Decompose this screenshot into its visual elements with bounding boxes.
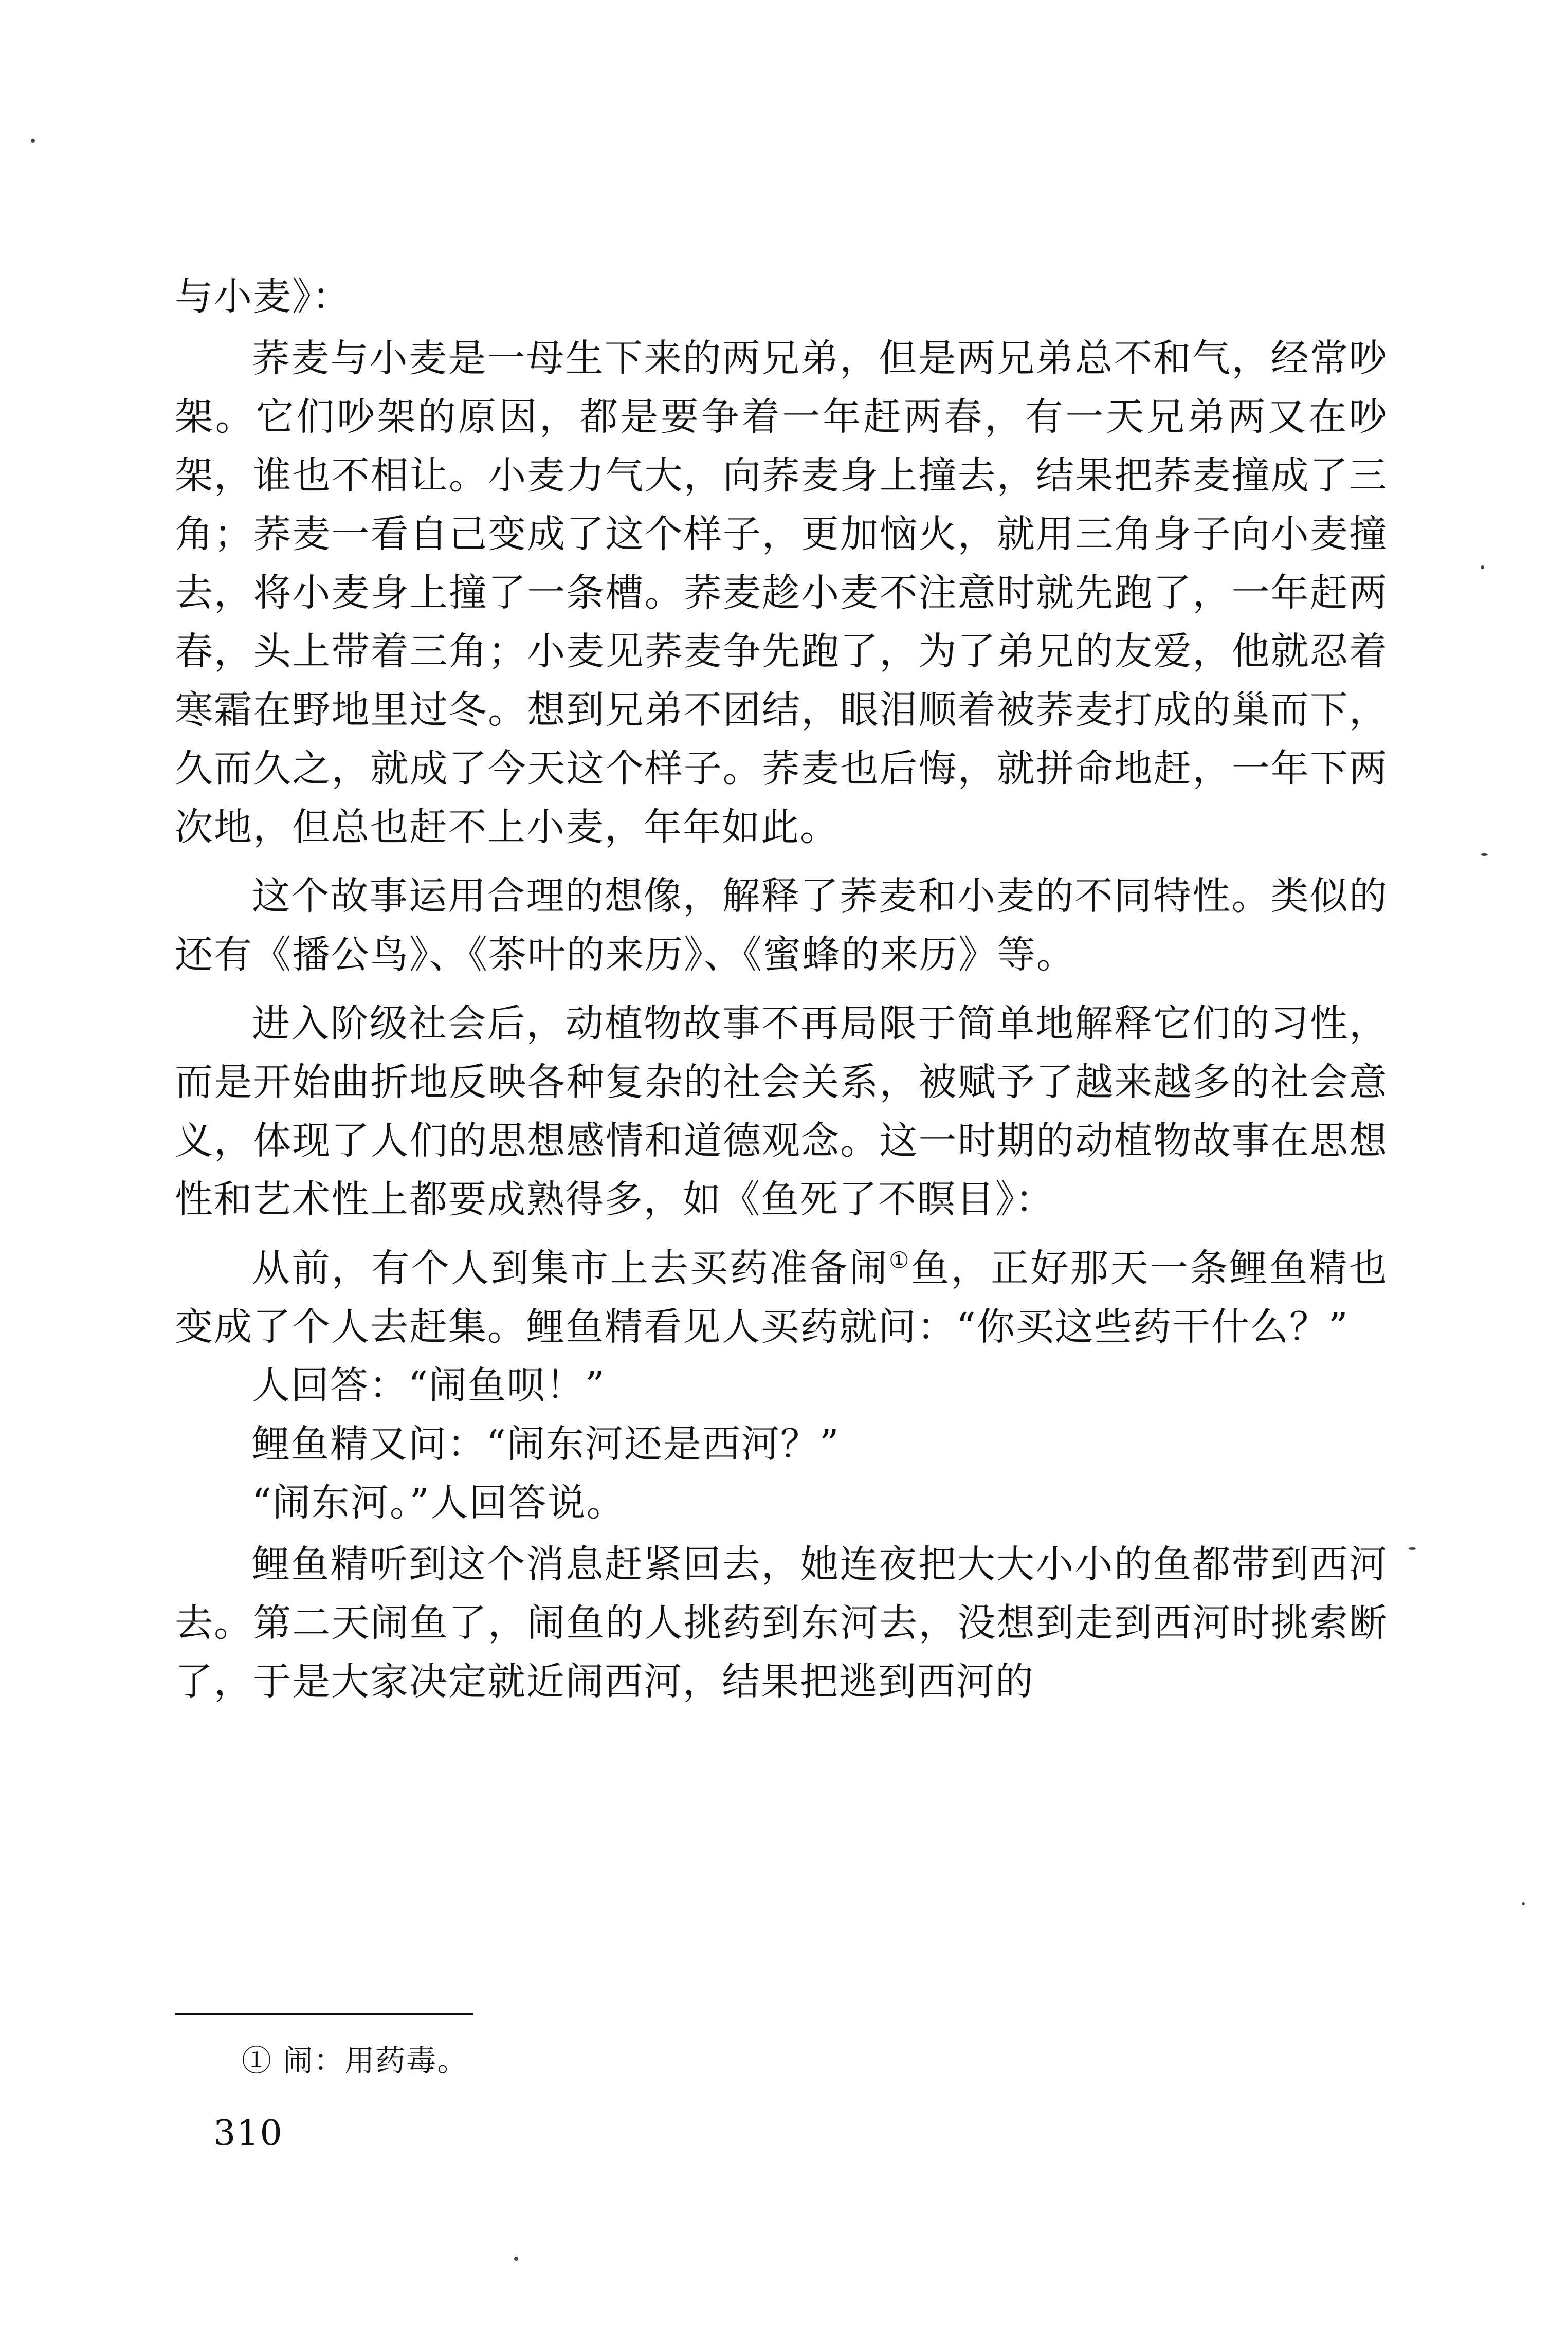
opening-line: 与小麦》： xyxy=(175,275,351,319)
scan-speck xyxy=(1481,565,1484,569)
commentary-paragraph-2: 进入阶级社会后，动植物故事不再局限于简单地解释它们的习性，而是开始曲折地反映各种复杂的社会关系，被赋予了越来越多的社会意义，体现了人们的思想感情和道德观念。这一时期的动植物故事在思想性和艺术性上都要成熟得多，如《鱼死了不瞑目》： xyxy=(175,1001,1388,1221)
footnote-divider xyxy=(175,2013,473,2015)
main-text xyxy=(175,267,1388,1711)
scan-speck xyxy=(1481,853,1488,856)
story-paragraph-carp xyxy=(175,1239,1388,1356)
page-number: 310 xyxy=(213,2113,283,2154)
story-text-part-1: 从前，有个人到集市上去买药准备闹 xyxy=(252,1246,889,1290)
story-paragraph-carp-continued: 鲤鱼精听到这个消息赶紧回去，她连夜把大大小小的鱼都带到西河去。第二天闹鱼了，闹鱼的人挑药到东河去，没想到走到西河时挑索断了，于是大家决定就近闹西河，结果把逃到西河的 xyxy=(175,1542,1388,1704)
story-text-part-2: 鱼，正好那天一条鲤鱼精也变成了个人去赶集。鲤鱼精看见人买药就问：“你买这些药干什么？” xyxy=(175,1246,1389,1349)
commentary-paragraph-1: 这个故事运用合理的想像，解释了荞麦和小麦的不同特性。类似的还有《播公鸟》、《茶叶的来历》、《蜜蜂的来历》等。 xyxy=(175,874,1388,977)
dialogue-line: “闹东河。”人回答说。 xyxy=(252,1481,626,1525)
story-paragraph-buckwheat-wheat: 荞麦与小麦是一母生下来的两兄弟，但是两兄弟总不和气，经常吵架。它们吵架的原因，都是要争着一年赶两春，有一天兄弟两又在吵架，谁也不相让。小麦力气大，向荞麦身上撞去，结果把荞麦撞成了三角；荞麦一看自己变成了这个样子，更加恼火，就用三角身子向小麦撞去，将小麦身上撞了一条槽。荞麦趁小麦不注意时就先跑了，一年赶两春，头上带着三角；小麦见荞麦争先跑了，为了弟兄的友爱，他就忍着寒霜在野地里过冬。想到兄弟不团结，眼泪顺着被荞麦打成的巢而下，久而久之，就成了今天这个样子。荞麦也后悔，就拼命地赶，一年下两次地，但总也赶不上小麦，年年如此。 xyxy=(175,336,1388,849)
footnote-marker: ① xyxy=(889,1247,911,1274)
scan-speck xyxy=(514,2257,518,2261)
footnote: ① 闹：用药毒。 xyxy=(242,2043,468,2078)
dialogue-line: 人回答：“闹鱼呗！” xyxy=(252,1363,606,1408)
dialogue-line: 鲤鱼精又问：“闹东河还是西河？” xyxy=(252,1422,840,1466)
scan-speck xyxy=(1409,1547,1416,1550)
scan-speck xyxy=(1522,1902,1525,1905)
scan-speck xyxy=(31,139,35,143)
